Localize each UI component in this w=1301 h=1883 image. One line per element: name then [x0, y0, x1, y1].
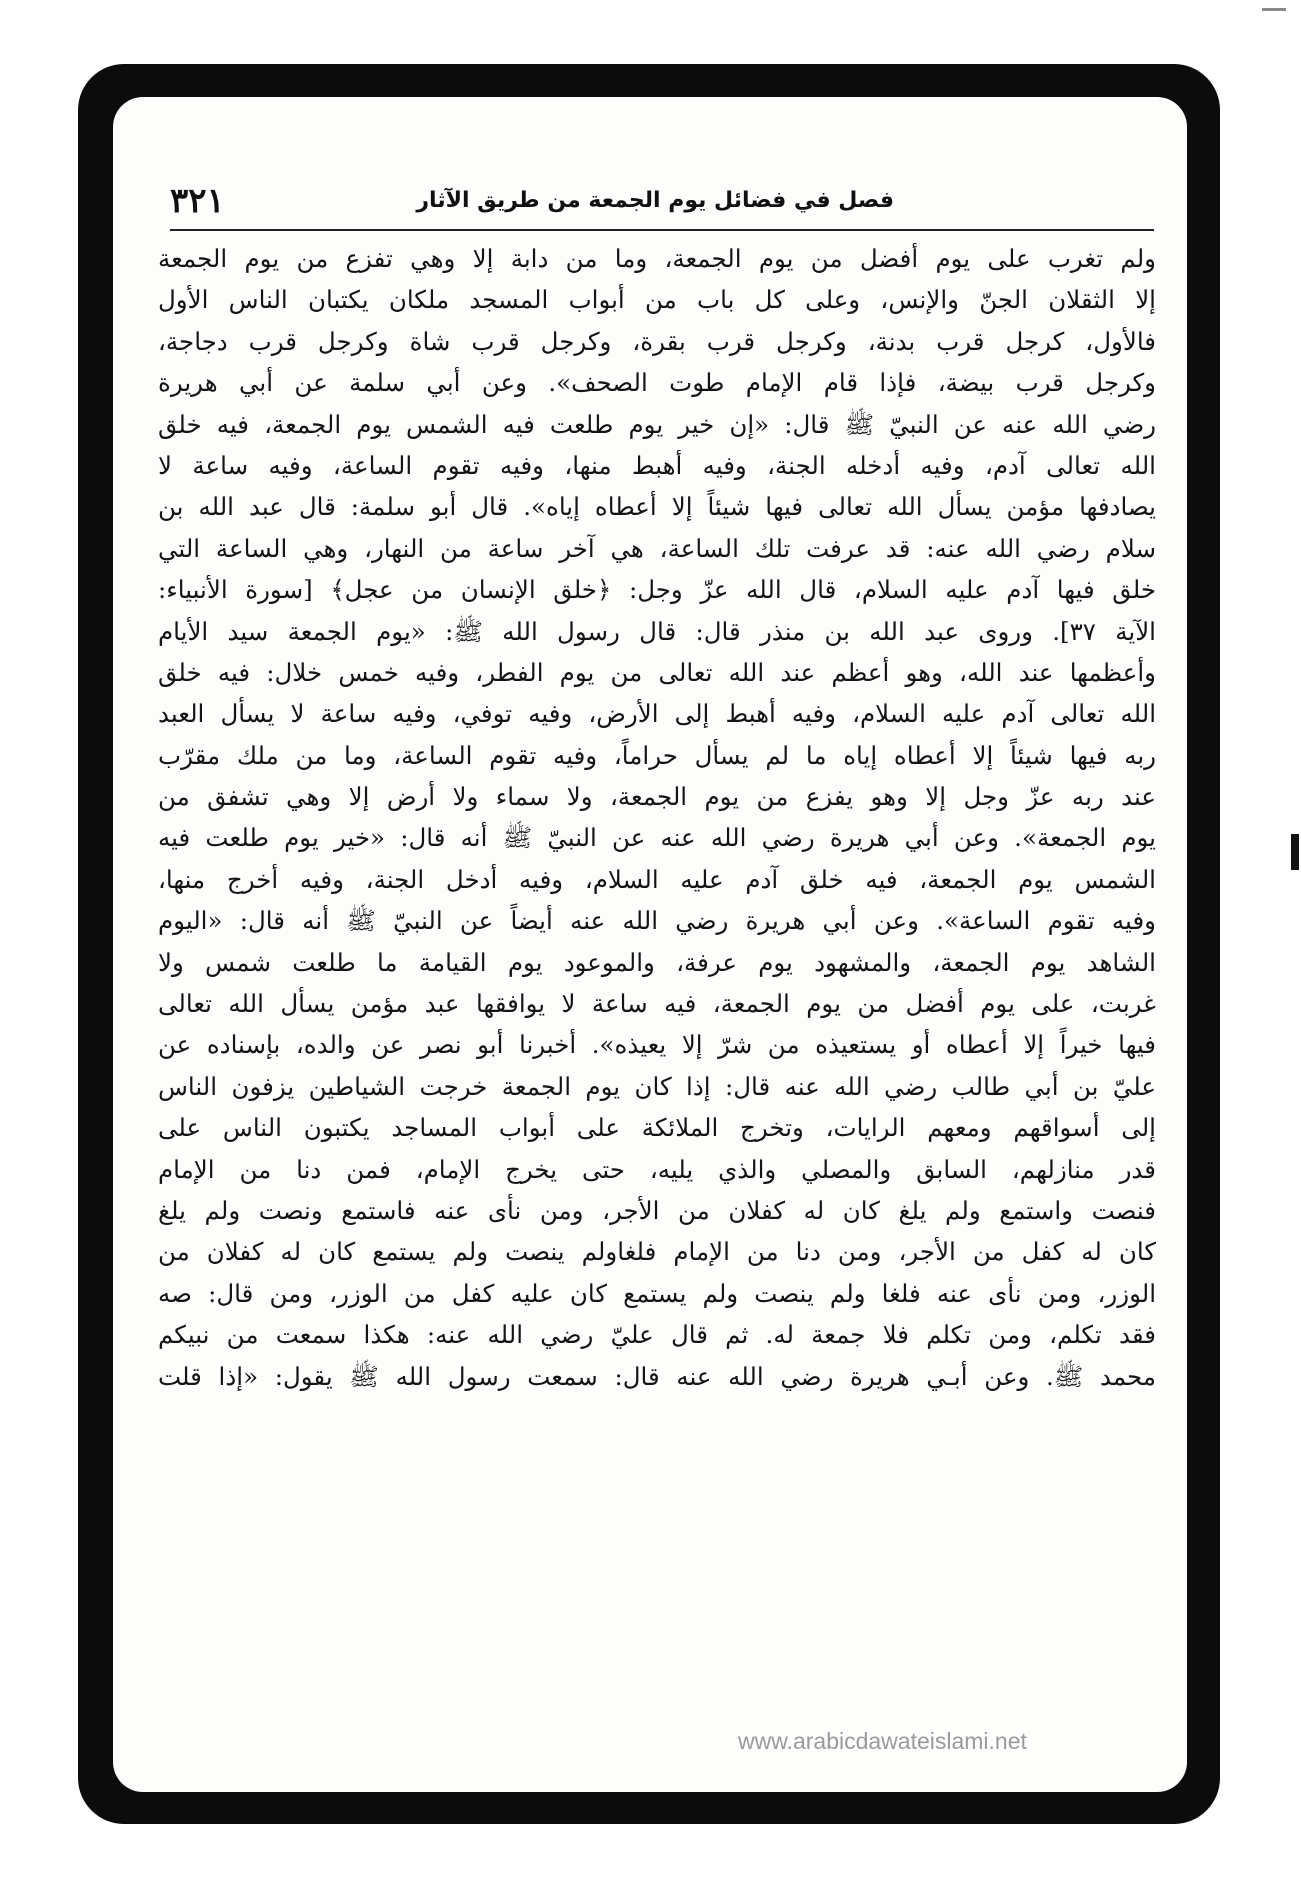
text-line: فالأول، كرجل قرب بدنة، وكرجل قرب بقرة، وكرجل قرب شاة وكرجل قرب دجاجة، [158, 326, 1156, 356]
watermark: www.arabicdawateislami.net [738, 1728, 1027, 1754]
text-line: يوم الجمعة». وعن أبي هريرة رضي الله عنه عن النبيّ ﷺ أنه قال: «خير يوم طلعت فيه [158, 823, 1156, 853]
text-line: إلا الثقلان الجنّ والإنس، وعلى كل باب من أبواب المسجد ملكان يكتبان الناس الأول [158, 285, 1156, 315]
text-line: قدر منازلهم، السابق والمصلي والذي يليه، حتى يخرج الإمام، فمن دنا من الإمام [158, 1154, 1156, 1184]
scan-speck [1262, 8, 1286, 11]
text-line: ولم تغرب على يوم أفضل من يوم الجمعة، وما من دابة إلا وهي تفزع من يوم الجمعة [158, 244, 1156, 273]
page-header [170, 176, 1154, 226]
text-line: الشمس يوم الجمعة، فيه خلق آدم عليه السلام، وفيه أدخل الجنة، وفيه أخرج منها، [158, 864, 1156, 894]
text-line: فيها خيراً إلا أعطاه أو يستعيذه من شرّ إلا يعيذه». أخبرنا أبو نصر عن والده، بإسناده عن [158, 1030, 1156, 1060]
text-line: الآية ٣٧]. وروى عبد الله بن منذر قال: قال رسول الله ﷺ: «يوم الجمعة سيد الأيام [158, 616, 1156, 646]
text-line: إلى أسواقهم ومعهم الرايات، وتخرج الملائكة على أبواب المساجد يكتبون الناس على [158, 1113, 1156, 1143]
text-line: كان له كفل من الأجر، ومن دنا من الإمام فلغاولم ينصت ولم يستمع كان له كفلان من [158, 1237, 1156, 1267]
text-line: فقد تكلم، ومن تكلم فلا جمعة له. ثم قال عليّ رضي الله عنه: هكذا سمعت من نبيكم [158, 1320, 1156, 1350]
edge-mark [1291, 834, 1299, 870]
text-line: رضي الله عنه عن النبيّ ﷺ قال: «إن خير يوم طلعت فيه الشمس يوم الجمعة، فيه خلق [158, 409, 1156, 439]
text-line: وكرجل قرب بيضة، فإذا قام الإمام طوت الصحف». وعن أبي سلمة عن أبي هريرة [158, 368, 1156, 398]
text-line: فنصت واستمع ولم يلغ كان له كفلان من الأجر، ومن نأى عنه فاستمع ونصت ولم يلغ [158, 1195, 1156, 1225]
text-line: عند ربه عزّ وجل إلا وهو يفزع من يوم الجمعة، ولا سماء ولا أرض إلا وهي تشفق من [158, 782, 1156, 812]
page-number: ٣٢١ [170, 181, 225, 221]
header-rule [170, 229, 1154, 231]
body-text [158, 238, 1156, 1397]
text-line: يصادفها مؤمن يسأل الله تعالى فيها شيئاً إلا أعطاه إياه». قال أبو سلمة: قال عبد الله بن [158, 492, 1156, 522]
text-line: سلام رضي الله عنه: قد عرفت تلك الساعة، هي آخر ساعة من النهار، وهي الساعة التي [158, 533, 1156, 563]
text-line: وفيه تقوم الساعة». وعن أبي هريرة رضي الله عنه أيضاً عن النبيّ ﷺ أنه قال: «اليوم [158, 906, 1156, 936]
text-line: الوزر، ومن نأى عنه فلغا ولم ينصت ولم يستمع كان عليه كفل من الوزر، ومن قال: صه [158, 1278, 1156, 1308]
running-title: فصل في فضائل يوم الجمعة من طريق الآثار [416, 188, 894, 213]
text-line: الله تعالى آدم، وفيه أدخله الجنة، وفيه أهبط منها، وفيه تقوم الساعة، وفيه ساعة لا [158, 450, 1156, 480]
text-line: ربه فيها شيئاً إلا أعطاه إياه ما لم يسأل حراماً، وفيه تقوم الساعة، وما من ملك مقرّب [158, 740, 1156, 770]
text-line: الله تعالى آدم عليه السلام، وفيه أهبط إلى الأرض، وفيه توفي، وفيه ساعة لا يسأل العبد [158, 699, 1156, 729]
text-line: خلق فيها آدم عليه السلام، قال الله عزّ وجل: ﴿خلق الإنسان من عجل﴾ [سورة الأنبياء: [158, 575, 1156, 605]
text-line: محمد ﷺ. وعن أبـي هريرة رضي الله عنه قال: سمعت رسول الله ﷺ يقول: «إذا قلت [158, 1361, 1156, 1391]
text-line: غربت، على يوم أفضل من يوم الجمعة، فيه ساعة لا يوافقها عبد مؤمن يسأل الله تعالى [158, 989, 1156, 1019]
text-line: عليّ بن أبي طالب رضي الله عنه قال: إذا كان يوم الجمعة خرجت الشياطين يزفون الناس [158, 1071, 1156, 1101]
text-line: الشاهد يوم الجمعة، والمشهود يوم عرفة، والموعود يوم القيامة ما طلعت شمس ولا [158, 947, 1156, 977]
text-line: وأعظمها عند الله، وهو أعظم عند الله تعالى من يوم الفطر، وفيه خمس خلال: فيه خلق [158, 657, 1156, 687]
